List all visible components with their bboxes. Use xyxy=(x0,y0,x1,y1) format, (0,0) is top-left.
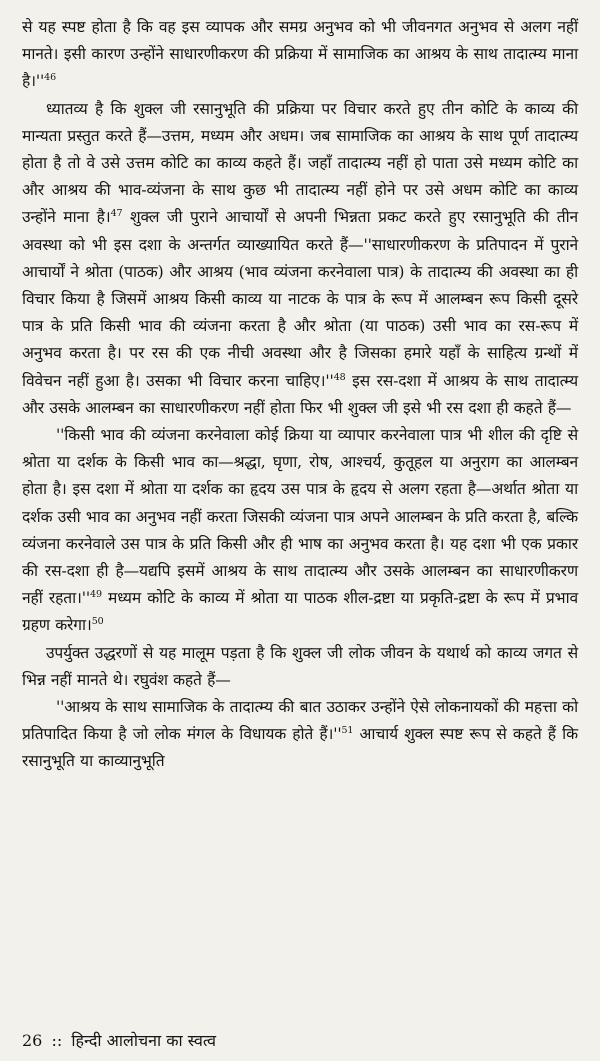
paragraph-3 xyxy=(22,640,578,694)
body-text xyxy=(22,14,578,776)
running-title: हिन्दी आलोचना का स्वत्व xyxy=(71,1031,217,1050)
footnote-marker[interactable]: 47 xyxy=(110,208,123,220)
page-footer xyxy=(22,1029,216,1053)
text-run: से यह स्पष्ट होता है कि वह इस व्यापक और समग्र अनुभव को भी जीवनगत अनुभव से अलग नहीं मानते। इसी कारण उन्होंने साधारणीकरण की प्रक्रिया में सामाजिक का आश्रय के साथ तादात्म्य माना है।'' xyxy=(22,18,578,91)
text-run: आचार्य शुक्ल स्पष्ट रूप से कहते हैं कि रसानुभूति या काव्यानुभूति xyxy=(22,725,578,771)
paragraph-1 xyxy=(22,14,578,96)
page-number: 26 xyxy=(22,1031,43,1050)
text-run: ''आश्रय के साथ सामाजिक के तादात्म्य की बात उठाकर उन्होंने ऐसे लोकनायकों की महत्ता को प्रतिपादित किया है जो लोक मंगल के विधायक होते हैं।'' xyxy=(22,698,578,744)
quotation-block-2 xyxy=(22,694,578,776)
text-run: ध्यातव्य है कि शुक्ल जी रसानुभूति की प्रक्रिया पर विचार करते हुए तीन कोटि के काव्य की मान्यता प्रस्तुत करते हैं—उत्तम, मध्यम और अधम। जब सामाजिक का आश्रय के साथ पूर्ण तादात्म्य होता है तो वे उसे उत्तम कोटि का काव्य कहते हैं। जहाँ तादात्म्य नहीं हो पाता उसे मध्यम कोटि का और आश्रय की भाव-व्यंजना के साथ कुछ भी तादात्म्य नहीं होने पर उसे अधम कोटि का काव्य उन्होंने माना है। xyxy=(22,99,578,227)
text-run: ''किसी भाव की व्यंजना करनेवाला कोई क्रिया या व्यापार करनेवाला पात्र भी शील की दृष्टि से श्रोता या दर्शक के किसी भाव का—श्रद्धा, घृणा, रोष, आश्चर्य, कुतूहल या अनुराग का आलम्बन होता है। इस दशा में श्रोता या दर्शक का हृदय उस पात्र के हृदय से अलग रहता है—अर्थात श्रोता या दर्शक उसी भाव का अनुभव नहीं करता जिसकी व्यंजना पात्र अपने आलम्बन के प्रति करता है, बल्कि व्यंजना करनेवाले उस पात्र के प्रति किसी और ही भाष का अनुभव करता है। यह दशा भी एक प्रकार की रस-दशा ही है—यद्यपि इसमें आश्रय के साथ तादात्म्य और उसके आलम्बन का साधारणीकरण नहीं रहता।'' xyxy=(22,426,578,608)
footnote-marker[interactable]: 50 xyxy=(91,616,104,628)
footer-separator: :: xyxy=(51,1031,63,1050)
footnote-marker[interactable]: 49 xyxy=(90,589,102,601)
text-run: उपर्युक्त उद्धरणों से यह मालूम पड़ता है कि शुक्ल जी लोक जीवन के यथार्थ को काव्य जगत से भिन्न नहीं मानते थे। रघुवंश कहते हैं— xyxy=(22,643,578,689)
footnote-marker[interactable]: 48 xyxy=(333,371,346,383)
text-run: शुक्ल जी पुराने आचार्यों से अपनी भिन्नता प्रकट करते हुए रसानुभूति की तीन अवस्था को भी इस दशा के अन्तर्गत व्याख्यायित करते हैं—''साधारणीकरण के प्रतिपादन में पुराने आचार्यों ने श्रोता (पाठक) और आश्रय (भाव व्यंजना करनेवाला पात्र) के तादात्म्य की अवस्था का ही विचार किया है जिसमें आश्रय किसी काव्य या नाटक के पात्र के रूप में आलम्बन रूप किसी दूसरे पात्र के प्रति किसी भाव की व्यंजना करता है और श्रोता (या पाठक) उसी भाव का रस-रूप में अनुभव करता है। पर रस की एक नीची अवस्था और है जिसका हमारे यहाँ के साहित्य ग्रन्थों में विवेचन नहीं हुआ है। उसका भी विचार करना चाहिए।'' xyxy=(22,208,578,390)
footnote-marker[interactable]: 46 xyxy=(44,72,56,84)
footnote-marker[interactable]: 51 xyxy=(341,725,354,737)
paragraph-2 xyxy=(22,96,578,422)
text-run: इस रस-दशा में आश्रय के साथ तादात्म्य और उसके आलम्बन का साधारणीकरण नहीं होता फिर भी शुक्ल जी इसे भी रस दशा ही कहते हैं— xyxy=(22,371,578,417)
text-run: मध्यम कोटि के काव्य में श्रोता या पाठक शील-द्रष्टा या प्रकृति-द्रष्टा के रूप में प्रभाव ग्रहण करेगा। xyxy=(22,589,578,635)
quotation-block-1 xyxy=(22,422,578,640)
